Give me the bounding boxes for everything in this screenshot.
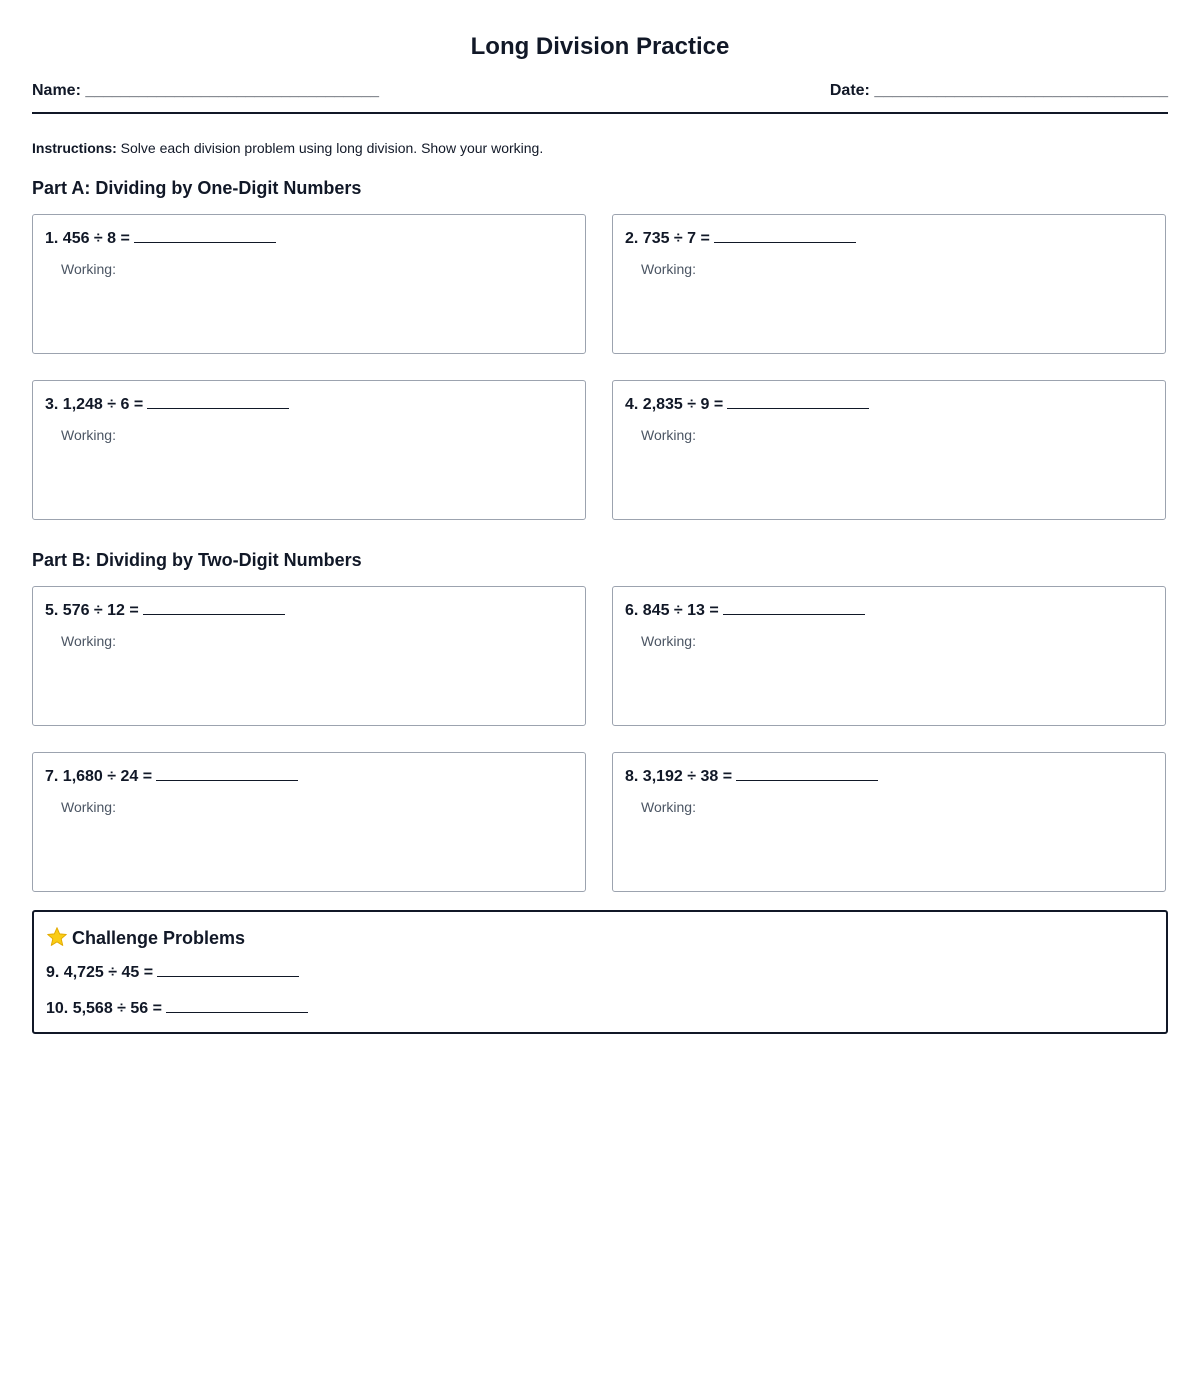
worksheet-title: Long Division Practice <box>470 33 730 60</box>
name-blank: _________________________________ <box>85 82 380 99</box>
problem-card <box>32 586 586 726</box>
part-a-title: Part A: Dividing by One-Digit Numbers <box>32 178 362 198</box>
problem-card <box>32 380 586 520</box>
working-label: Working: <box>641 799 696 815</box>
working-label: Working: <box>61 427 116 443</box>
date-blank: _________________________________ <box>874 82 1168 99</box>
working-label: Working: <box>641 633 696 649</box>
answer-blank[interactable] <box>143 600 285 615</box>
problem-expression: 6. 845 ÷ 13 = <box>625 602 719 619</box>
answer-blank[interactable] <box>166 998 308 1013</box>
challenge-problem <box>46 962 299 983</box>
date-field <box>830 80 1168 102</box>
problem-expression: 9. 4,725 ÷ 45 = <box>46 964 154 981</box>
answer-blank[interactable] <box>134 228 276 243</box>
problem-card <box>612 752 1166 892</box>
problem-text <box>45 766 298 787</box>
problem-expression: 5. 576 ÷ 12 = <box>45 602 139 619</box>
problem-card <box>32 752 586 892</box>
problem-card <box>32 214 586 354</box>
problem-expression: 4. 2,835 ÷ 9 = <box>625 396 724 413</box>
problem-expression: 1. 456 ÷ 8 = <box>45 230 130 247</box>
name-label: Name: <box>32 82 81 99</box>
star-icon <box>46 926 68 948</box>
problem-text <box>625 600 865 621</box>
header-divider <box>32 112 1168 114</box>
working-label: Working: <box>641 427 696 443</box>
problem-expression: 2. 735 ÷ 7 = <box>625 230 710 247</box>
answer-blank[interactable] <box>147 394 289 409</box>
problem-expression: 10. 5,568 ÷ 56 = <box>46 1000 162 1017</box>
answer-blank[interactable] <box>736 766 878 781</box>
problem-card <box>612 380 1166 520</box>
challenge-problem <box>46 998 308 1019</box>
answer-blank[interactable] <box>156 766 298 781</box>
instructions-text: Solve each division problem using long division. Show your working. <box>116 140 544 156</box>
answer-blank[interactable] <box>723 600 865 615</box>
header-row <box>32 80 1168 102</box>
problem-text <box>625 394 869 415</box>
problem-card <box>612 586 1166 726</box>
instructions-label: Instructions: <box>32 140 117 156</box>
name-field <box>32 80 379 102</box>
instructions <box>32 139 543 157</box>
working-label: Working: <box>61 261 116 277</box>
date-label: Date: <box>829 82 870 99</box>
problem-text <box>45 394 289 415</box>
problem-expression: 8. 3,192 ÷ 38 = <box>625 768 733 785</box>
problem-text <box>45 228 276 249</box>
answer-blank[interactable] <box>714 228 856 243</box>
answer-blank[interactable] <box>727 394 869 409</box>
challenge-section <box>32 910 1168 1034</box>
problem-text <box>45 600 285 621</box>
working-label: Working: <box>641 261 696 277</box>
problem-expression: 7. 1,680 ÷ 24 = <box>45 768 153 785</box>
working-label: Working: <box>61 633 116 649</box>
problem-expression: 3. 1,248 ÷ 6 = <box>45 396 144 413</box>
part-b-title: Part B: Dividing by Two-Digit Numbers <box>32 550 362 570</box>
working-label: Working: <box>61 799 116 815</box>
problem-text <box>625 766 878 787</box>
answer-blank[interactable] <box>157 962 299 977</box>
challenge-title-text: Challenge Problems <box>72 928 246 948</box>
problem-card <box>612 214 1166 354</box>
challenge-title <box>46 926 245 950</box>
problem-text <box>625 228 856 249</box>
